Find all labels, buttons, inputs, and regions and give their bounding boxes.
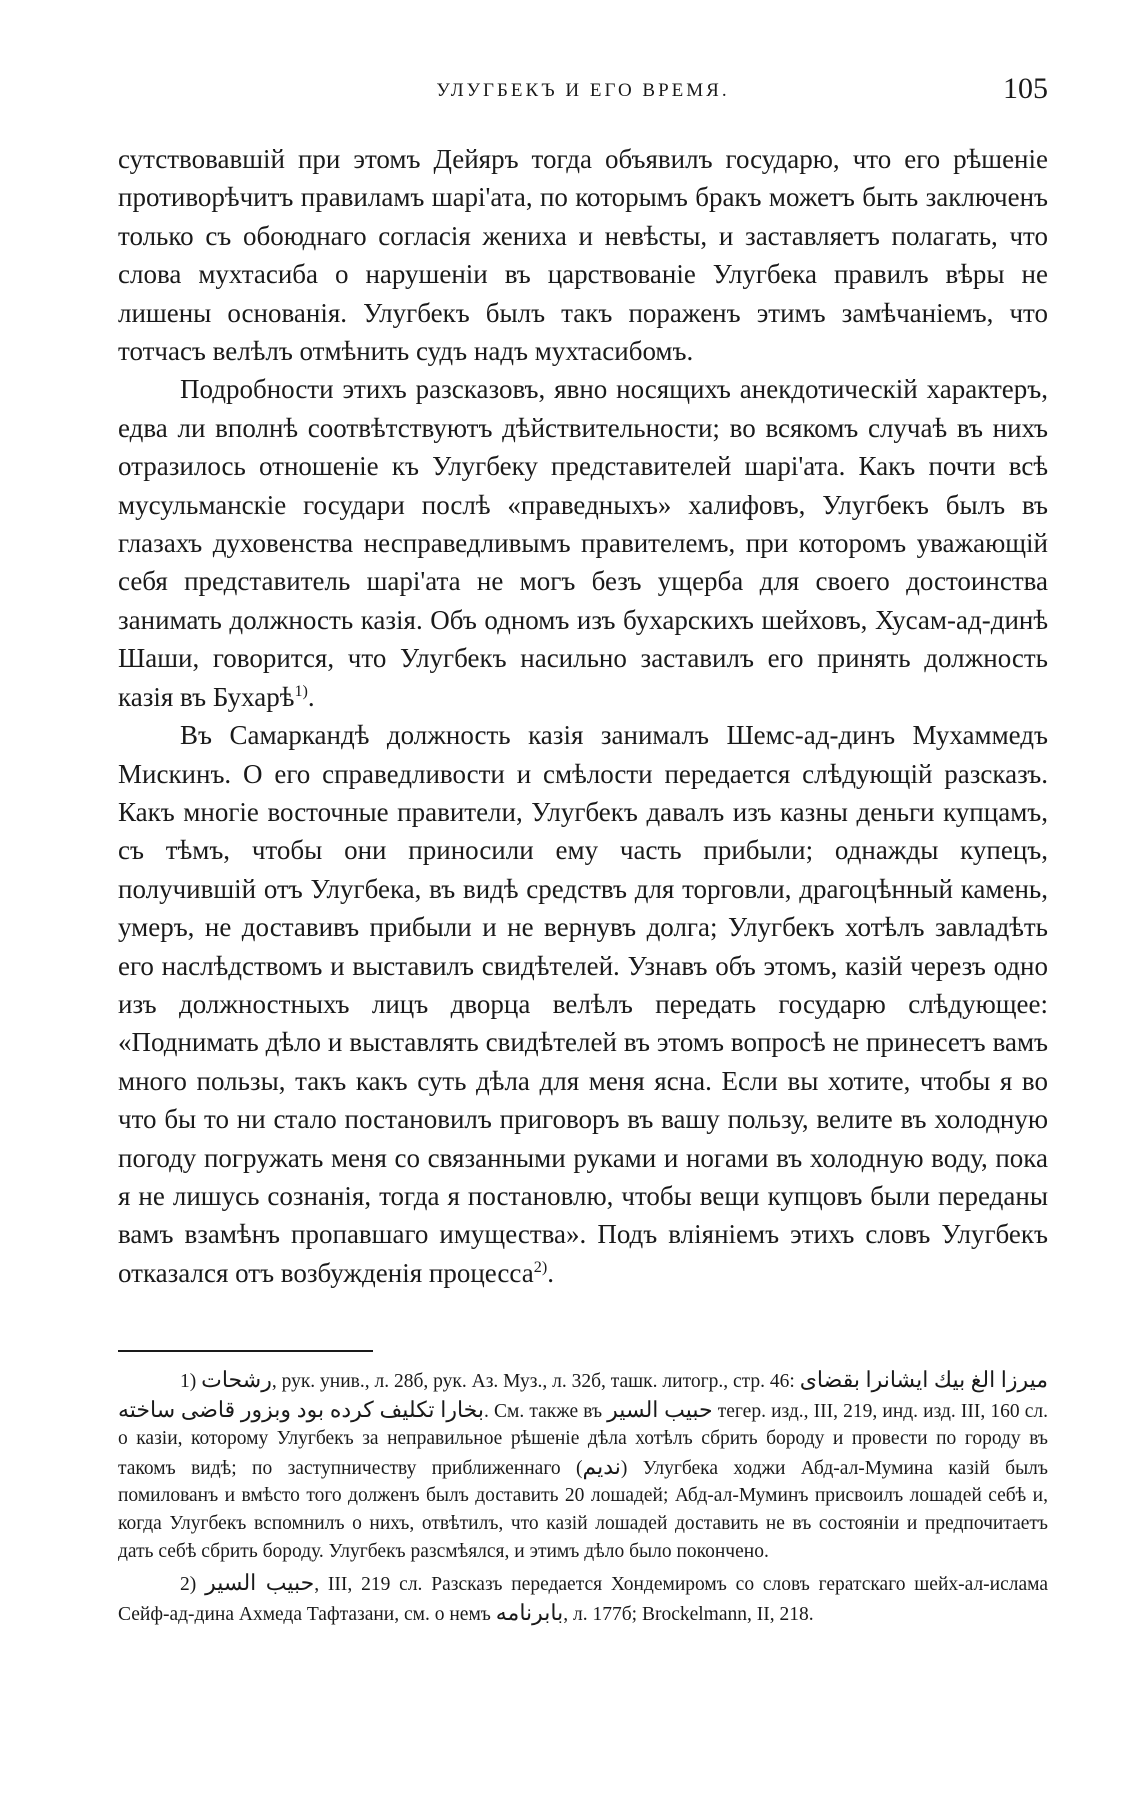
paragraph-1-text: сутствовавшій при этомъ Дейяръ тогда объявилъ государю, что его рѣшеніе противорѣчитъ правиламъ шарі'ата, по которымъ бракъ можетъ быть заключенъ только съ обоюднаго согласія жениха и невѣсты, и заставляетъ полагать, что слова мухтасиба о нарушеніи въ царствованіе Улугбека правилъ вѣры не лишены основанія. Улугбекъ былъ такъ пораженъ этимъ замѣчаніемъ, что тотчасъ велѣлъ отмѣнить судъ надъ мухтасибомъ. bbox=[118, 144, 1048, 367]
footnotes bbox=[118, 1366, 1048, 1628]
paragraph-3-text: Въ Самаркандѣ должность казія занималъ Шемс-ад-динъ Мухаммедъ Мискинъ. О его справедливости и смѣлости передается слѣдующій разсказъ. Какъ многіе восточные правители, Улугбекъ давалъ изъ казны деньги купцамъ, съ тѣмъ, чтобы они приносили ему часть прибыли; однажды купецъ, получившій отъ Улугбека, въ видѣ средствъ для торговли, драгоцѣнный камень, умеръ, не доставивъ прибыли и не вернувъ долга; Улугбекъ хотѣлъ завладѣть его наслѣдствомъ и выставилъ свидѣтелей. Узнавъ объ этомъ, казій черезъ одно изъ должностныхъ лицъ дворца велѣлъ передать государю слѣдующее: «Поднимать дѣло и выставлять свидѣтелей въ этомъ вопросѣ не принесетъ вамъ много пользы, такъ какъ суть дѣла для меня ясна. Если вы хотите, чтобы я во что бы то ни стало постановилъ приговоръ въ вашу пользу, велите въ холодную погоду погружать меня со связанными руками и ногами въ холодную воду, пока я не лишусь сознанія, тогда я постановлю, чтобы вещи купцовъ были переданы вамъ взамѣнъ пропавшаго имущества». Подъ вліяніемъ этихъ словъ Улугбекъ отказался отъ возбужденія процесса bbox=[118, 720, 1048, 1288]
body-text bbox=[118, 140, 1048, 1292]
footnote-2-text-b: , л. 177б; Brockelmann, II, 218. bbox=[563, 1603, 814, 1625]
footnote-1-text-a: , рук. унив., л. 28б, рук. Аз. Муз., л. 32б, ташк. литогр., стр. 46: bbox=[271, 1371, 795, 1392]
paragraph-3 bbox=[118, 716, 1048, 1292]
footnote-ref-2: 2) bbox=[533, 1257, 548, 1276]
footnote-1-text-b: . См. также въ bbox=[484, 1400, 603, 1422]
footnote-2 bbox=[118, 1569, 1048, 1628]
footnote-1-text-c: тегер. изд., III, 219, инд. изд. III, 160 сл. о казіи, которому Улугбекъ за неправильное рѣшеніе дѣла хотѣлъ сбрить бороду и провести по городу въ такомъ видѣ; по заступничеству приближеннаго ( bbox=[118, 1400, 1048, 1479]
paragraph-3-end: . bbox=[547, 1257, 554, 1288]
paragraph-2 bbox=[118, 370, 1048, 716]
footnote-1-label: 1) bbox=[180, 1371, 197, 1392]
footnote-ref-1: 1) bbox=[294, 681, 308, 700]
footnote-2-arabic-book: بابرنامه bbox=[495, 1599, 564, 1625]
footnote-2-text-a: , III, 219 сл. Разсказъ передается Хондемиромъ со словъ гератскаго шейх-ал-ислама Сейф-ад-дина Ахмеда Тафтазани, см. о немъ bbox=[118, 1574, 1049, 1625]
footnote-1-arabic-title: رشحات bbox=[201, 1367, 272, 1392]
footnote-1-arabic-quote: میرزا الغ بیك ایشانرا بقضای بخارا تکلیف کرده بود وبزور قاضی ساخته bbox=[118, 1367, 1049, 1422]
page-number: 105 bbox=[1003, 72, 1048, 105]
running-head bbox=[118, 72, 1048, 112]
footnote-2-label: 2) bbox=[180, 1574, 197, 1596]
paragraph-2-text: Подробности этихъ разсказовъ, явно носящихъ анекдотическій характеръ, едва ли вполнѣ соотвѣтствуютъ дѣйствительности; во всякомъ случаѣ въ нихъ отразилось отношеніе къ Улугбеку представителей шарі'ата. Какъ почти всѣ мусульманскіе государи послѣ «праведныхъ» халифовъ, Улугбекъ былъ въ глазахъ духовенства несправедливымъ правителемъ, при которомъ уважающій себя представитель шарі'ата не могъ безъ ущерба для своего достоинства занимать должность казія. Объ одномъ изъ бухарскихъ шейховъ, Хусам-ад-динѣ Шаши, говорится, что Улугбекъ насильно заставилъ его принять должность казія въ Бухарѣ bbox=[118, 374, 1048, 712]
footnote-1-arabic-term: ندیم bbox=[582, 1453, 621, 1479]
footnote-rule bbox=[118, 1350, 373, 1352]
footnote-2-arabic-source: حبیب السیر bbox=[205, 1570, 315, 1596]
footnote-1-text-d: ) Улугбека ходжи Абд-ал-Мумина казій былъ помилованъ и вмѣсто того долженъ былъ доставить 20 лошадей; Абд-ал-Муминъ присвоилъ лошадей себѣ и, когда Улугбекъ вспомнилъ о нихъ, отвѣтилъ, что казій лошадей доставить не въ состояніи и предпочитаетъ дать себѣ сбрить бороду. Улугбекъ разсмѣялся, и этимъ дѣло было покончено. bbox=[118, 1457, 1048, 1562]
footnote-1-arabic-source: حبیب السیر bbox=[607, 1396, 713, 1422]
running-title: УЛУГБЕКЪ И ЕГО ВРЕМЯ. bbox=[436, 80, 730, 101]
paragraph-1 bbox=[118, 140, 1048, 370]
footnote-1 bbox=[118, 1366, 1048, 1565]
paragraph-2-end: . bbox=[307, 681, 315, 712]
